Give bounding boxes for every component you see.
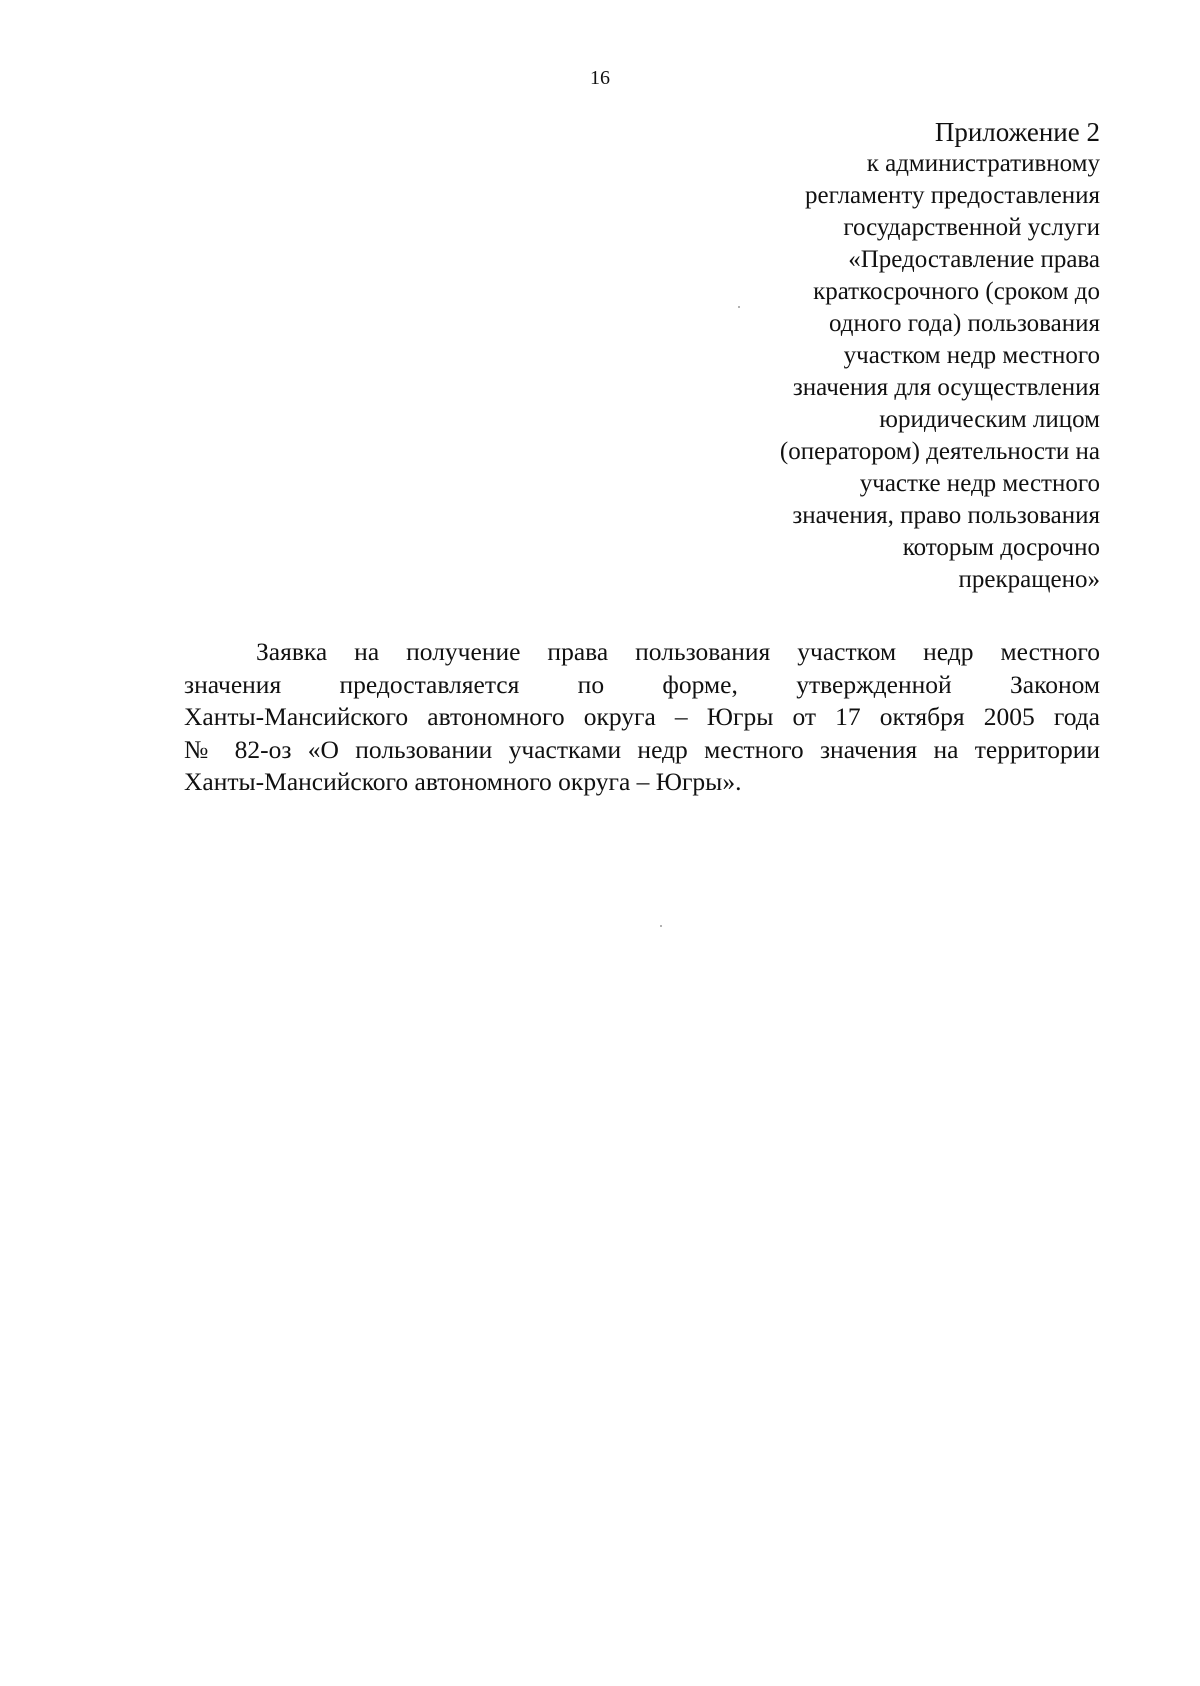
paragraph-line: Ханты-Мансийского автономного округа – Югры от 17 октября 2005 года [184,702,1100,731]
paragraph-line: Заявка на получение права пользования участком недр местного [256,637,1100,666]
paragraph-line: № 82-оз «О пользовании участками недр местного значения на территории [184,734,1100,764]
paragraph-line: значения предоставляется по форме, утвержденной Законом [184,669,1100,699]
appendix-line: которым досрочно [902,534,1100,561]
appendix-line: юридическим лицом [879,406,1100,433]
appendix-line: прекращено» [958,566,1100,593]
appendix-line: значения, право пользования [792,502,1100,529]
appendix-line: краткосрочного (сроком до [813,278,1100,305]
appendix-line: участком недр местного [843,342,1100,369]
appendix-line: участке недр местного [859,470,1100,497]
paragraph-line: Ханты-Мансийского автономного округа – Югры». [184,767,742,796]
appendix-title: Приложение 2 [934,117,1100,147]
appendix-line: (оператором) деятельности на [779,438,1100,465]
scan-speck [738,306,740,308]
scan-speck [660,925,662,927]
appendix-line: значения для осуществления [792,374,1100,401]
appendix-line: регламенту предоставления [804,182,1100,209]
body-paragraph [184,636,1100,799]
appendix-line: одного года) пользования [828,310,1100,337]
appendix-line: к административному [866,150,1100,177]
appendix-line: «Предоставление права [848,246,1100,273]
appendix-heading [580,116,1100,596]
appendix-line: государственной услуги [843,214,1100,241]
page-number: 16 [590,67,610,89]
